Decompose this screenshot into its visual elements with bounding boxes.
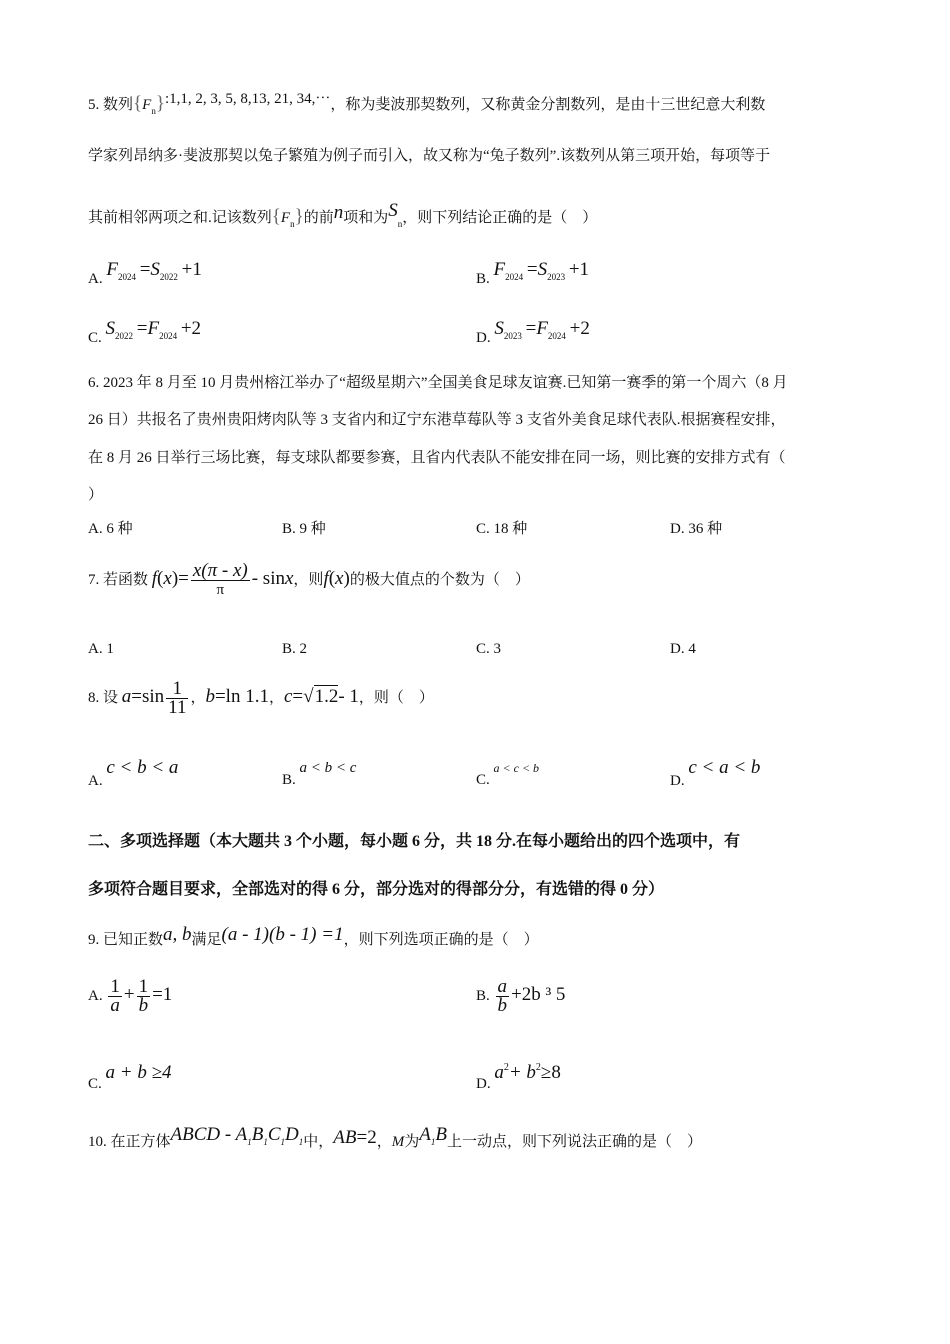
q8-fraction: $\frac{1}{11}$ xyxy=(168,678,187,718)
q5-line3: 其前相邻两项之和.记该数列$\{F_n\}$的前n项和为$S_n$，则下列结论正确的是（ ） xyxy=(88,200,598,229)
q7-option-d[interactable]: D. 4 xyxy=(670,641,696,657)
q8-option-a[interactable]: A. c < b < a xyxy=(88,757,179,789)
q5-line2: 学家列昂纳多·斐波那契以兔子繁殖为例子而引入，故又称为“兔子数列”.该数列从第三项开始，每项等于 xyxy=(88,148,771,164)
q7-option-b[interactable]: B. 2 xyxy=(282,641,308,657)
q10-text: 10. 在正方体 xyxy=(88,1134,171,1150)
q5-text: 数列 xyxy=(103,97,134,113)
q9-line: 9. 已知正数a, b满足(a - 1)(b - 1) =1，则下列选项正确的是（ ） xyxy=(88,924,539,948)
q9-option-a[interactable]: A. $\frac{1}{a}$ + $\frac{1}{b}$ =1 xyxy=(88,976,173,1016)
q6-line2: 26 日）共报名了贵州贵阳烤肉队等 3 支省内和辽宁东港草莓队等 3 支省外美食足球代表队.根据赛程安排， xyxy=(88,412,786,428)
q5-seq-symbol: F xyxy=(142,97,152,113)
q5-text: 项和为 xyxy=(343,210,389,226)
q5-text: ，称为斐波那契数列，又称黄金分割数列，是由十三世纪意大利数 xyxy=(330,97,766,113)
q5-text: 其前相邻两项之和.记该数列 xyxy=(88,210,272,226)
q6-option-d[interactable]: D. 36 种 xyxy=(670,521,723,537)
q5-seq-values: :1,1, 2, 3, 5, 8,13, 21, 34,⋯ xyxy=(164,91,331,107)
q9-text: 9. 已知正数 xyxy=(88,932,164,948)
q5-option-b[interactable]: B. $F_{2024} =S_{2023} +1$ xyxy=(476,259,590,287)
q5-seq-sub: n xyxy=(290,219,295,229)
q8-line: 8. 设 a=sin $\frac{1}{11}$ ，b=ln 1.1，c=√1.2- 1，则（ ） xyxy=(88,678,434,718)
q9-option-b[interactable]: B. $\frac{a}{b}$ +2b ³ 5 xyxy=(476,976,566,1016)
q5-number: 5. xyxy=(88,97,100,113)
q6-line3: 在 8 月 26 日举行三场比赛，每支球队都要参赛，且省内代表队不能安排在同一场，则比赛的安排方式有（ xyxy=(88,450,786,466)
q6-option-a[interactable]: A. 6 种 xyxy=(88,521,133,537)
q5-option-c[interactable]: C. $S_{2022} =F_{2024} +2$ xyxy=(88,318,202,346)
q5-text: ，则下列结论正确的是（ ） xyxy=(402,210,598,226)
q6-option-b[interactable]: B. 9 种 xyxy=(282,521,326,537)
q7-option-c[interactable]: C. 3 xyxy=(476,641,502,657)
q9-text: ，则下列选项正确的是（ ） xyxy=(343,932,539,948)
q5-line1: 5. 数列$\{F_n\}:1,1$, 2, 3, 5, 8,13, 21, 34,⋯，称为斐波那契数列，又称黄金分割数列，是由十三世纪意大利数 xyxy=(88,91,766,116)
q8-option-d[interactable]: D. c < a < b xyxy=(670,757,761,789)
q10-segment: $A_1B$ xyxy=(419,1124,447,1147)
q5-s-symbol: S xyxy=(388,200,398,221)
q6-line1: 6. 2023 年 8 月至 10 月贵州榕江举办了“超级星期六”全国美食足球友谊赛.已知第一赛季的第一个周六（8 月 xyxy=(88,375,788,391)
q7-fraction: $\frac{x(\pi - x)}{\pi}$ xyxy=(192,560,248,598)
q5-seq-symbol: F xyxy=(280,210,291,226)
q8-option-b[interactable]: B. a < b < c xyxy=(282,760,357,788)
q6-line4: ） xyxy=(88,487,104,503)
q7-text: 7. 若函数 xyxy=(88,571,149,588)
q5-option-a[interactable]: A. $F_{2024} =S_{2022} +1$ xyxy=(88,259,202,287)
q10-text: 上一动点，则下列说法正确的是（ ） xyxy=(446,1134,702,1150)
q5-n-symbol: n xyxy=(333,202,344,223)
section2-heading-line2: 多项符合题目要求，全部选对的得 6 分，部分选对的得部分分，有选错的得 0 分） xyxy=(88,881,665,898)
q9-option-c[interactable]: C. a + b ≥4 xyxy=(88,1062,172,1092)
q6-option-c[interactable]: C. 18 种 xyxy=(476,521,528,537)
q7-text: 的极大值点的个数为（ ） xyxy=(349,571,530,588)
q9-option-d[interactable]: D. $a^2+ b^2\ge 8$ xyxy=(476,1062,561,1092)
q5-seq-sub: n xyxy=(151,106,156,116)
q9-text: 满足 xyxy=(191,932,222,948)
q5-text: 的前 xyxy=(303,210,334,226)
q7-text: ，则 xyxy=(293,571,324,588)
q8-option-c[interactable]: C. a < c < b xyxy=(476,761,540,788)
q5-option-d[interactable]: D. $S_{2023} =F_{2024} +2$ xyxy=(476,318,590,346)
q5-s-sub: n xyxy=(397,219,403,229)
q7-option-a[interactable]: A. 1 xyxy=(88,641,114,657)
q8-text: 8. 设 xyxy=(88,689,119,706)
section2-heading-line1: 二、多项选择题（本大题共 3 个小题，每小题 6 分，共 18 分.在每小题给出的四个选项中，有 xyxy=(88,833,741,850)
q7-line: 7. 若函数 f(x)= $\frac{x(\pi - x)}{\pi}$ - sinx，则f(x)的极大值点的个数为（ ） xyxy=(88,560,530,598)
q10-cube: ABCD - $A_1B_1C_1D_1$ xyxy=(170,1124,304,1147)
q8-text: ，则（ ） xyxy=(358,689,434,706)
q10-line: 10. 在正方体ABCD - $A_1B_1C_1D_1$中，AB=2，M为$A_1B$上一动点，则下列说法正确的是（ ） xyxy=(88,1124,702,1150)
